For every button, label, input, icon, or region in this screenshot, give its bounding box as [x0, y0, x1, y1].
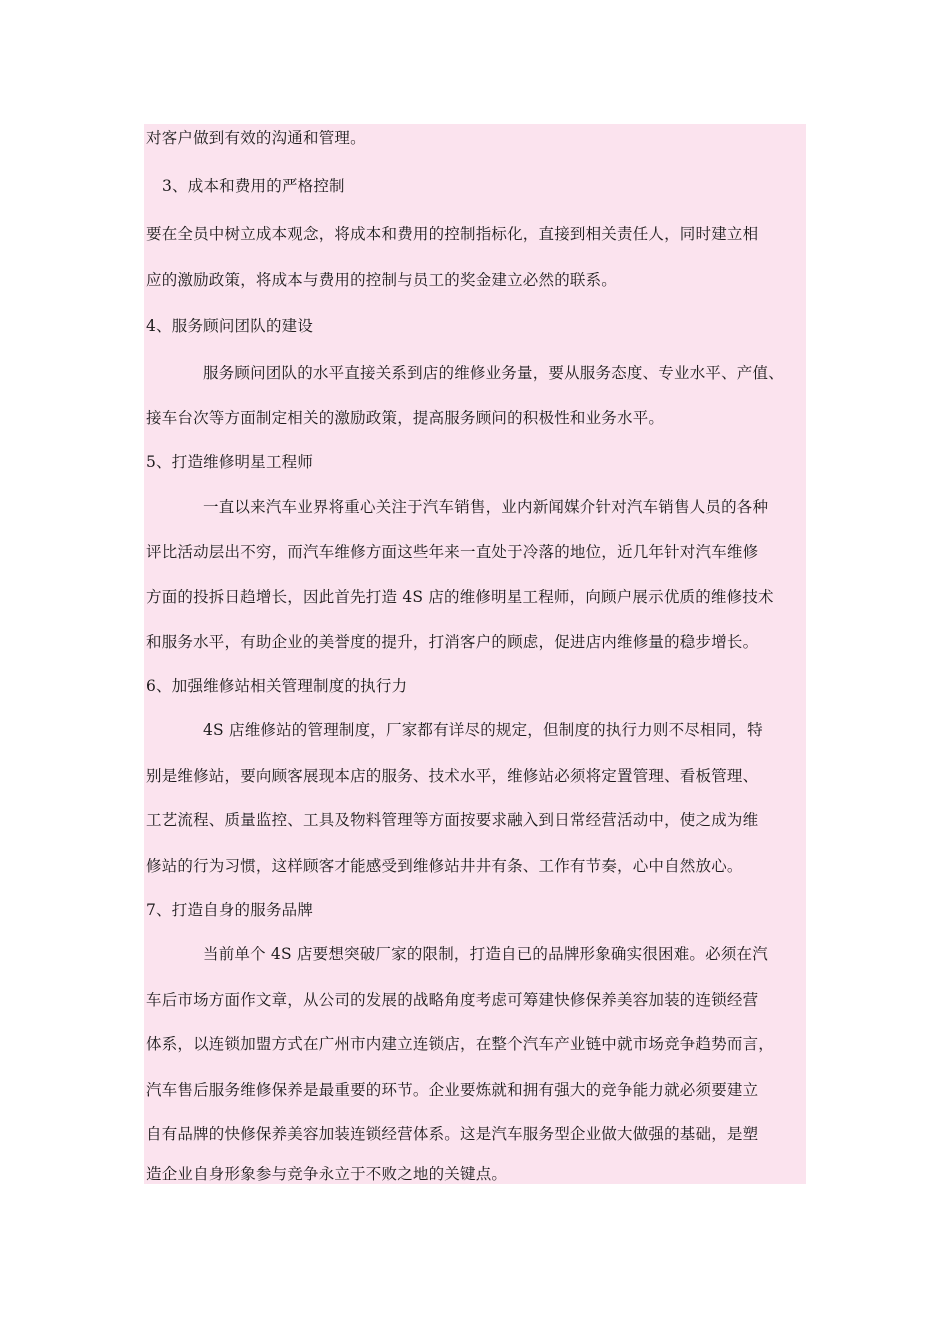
text-line: 方面的投拆日趋增长，因此首先打造 4S 店的维修明星工程师，向顾户展示优质的维修技术: [146, 588, 774, 606]
text-line: 对客户做到有效的沟通和管理。: [146, 129, 366, 147]
text-line: 车后市场方面作文章，从公司的发展的战略角度考虑可筹建快修保养美容加装的连锁经营: [146, 991, 759, 1009]
text-line: 体系，以连锁加盟方式在广州市内建立连锁店，在整个汽车产业链中就市场竞争趋势而言，: [146, 1035, 775, 1053]
text-line: 当前单个 4S 店要想突破厂家的限制，打造自已的品牌形象确实很困难。必须在汽: [203, 945, 768, 963]
text-line: 修站的行为习惯，这样顾客才能感受到维修站井井有条、工作有节奏，心中自然放心。: [146, 857, 743, 875]
text-line: 评比活动层出不穷，而汽车维修方面这些年来一直处于冷落的地位，近几年针对汽车维修: [146, 543, 759, 561]
section-heading-4: 4、服务顾问团队的建设: [146, 317, 314, 335]
text-line: 自有品牌的快修保养美容加装连锁经营体系。这是汽车服务型企业做大做强的基础，是塑: [146, 1125, 759, 1143]
text-line: 要在全员中树立成本观念，将成本和费用的控制指标化，直接到相关责任人，同时建立相: [146, 225, 759, 243]
section-heading-6: 6、加强维修站相关管理制度的执行力: [146, 677, 408, 695]
text-line: 汽车售后服务维修保养是最重要的环节。企业要炼就和拥有强大的竞争能力就必须要建立: [146, 1081, 759, 1099]
text-line: 工艺流程、质量监控、工具及物料管理等方面按要求融入到日常经营活动中，使之成为维: [146, 811, 759, 829]
text-line: 服务顾问团队的水平直接关系到店的维修业务量，要从服务态度、专业水平、产值、: [203, 364, 784, 382]
section-heading-5: 5、打造维修明星工程师: [146, 453, 314, 471]
text-line: 应的激励政策，将成本与费用的控制与员工的奖金建立必然的联系。: [146, 271, 618, 289]
text-line: 一直以来汽车业界将重心关注于汽车销售，业内新闻媒介针对汽车销售人员的各种: [203, 498, 769, 516]
text-line: 造企业自身形象参与竞争永立于不败之地的关键点。: [146, 1165, 508, 1183]
text-line: 和服务水平，有助企业的美誉度的提升，打消客户的顾虑，促进店内维修量的稳步增长。: [146, 633, 759, 651]
section-heading-7: 7、打造自身的服务品牌: [146, 901, 314, 919]
section-heading-3: 3、成本和费用的严格控制: [162, 177, 345, 195]
text-line: 4S 店维修站的管理制度，厂家都有详尽的规定，但制度的执行力则不尽相同，特: [203, 721, 763, 739]
text-line: 接车台次等方面制定相关的激励政策，提高服务顾问的积极性和业务水平。: [146, 409, 665, 427]
text-line: 别是维修站，要向顾客展现本店的服务、技术水平，维修站必须将定置管理、看板管理、: [146, 767, 759, 785]
